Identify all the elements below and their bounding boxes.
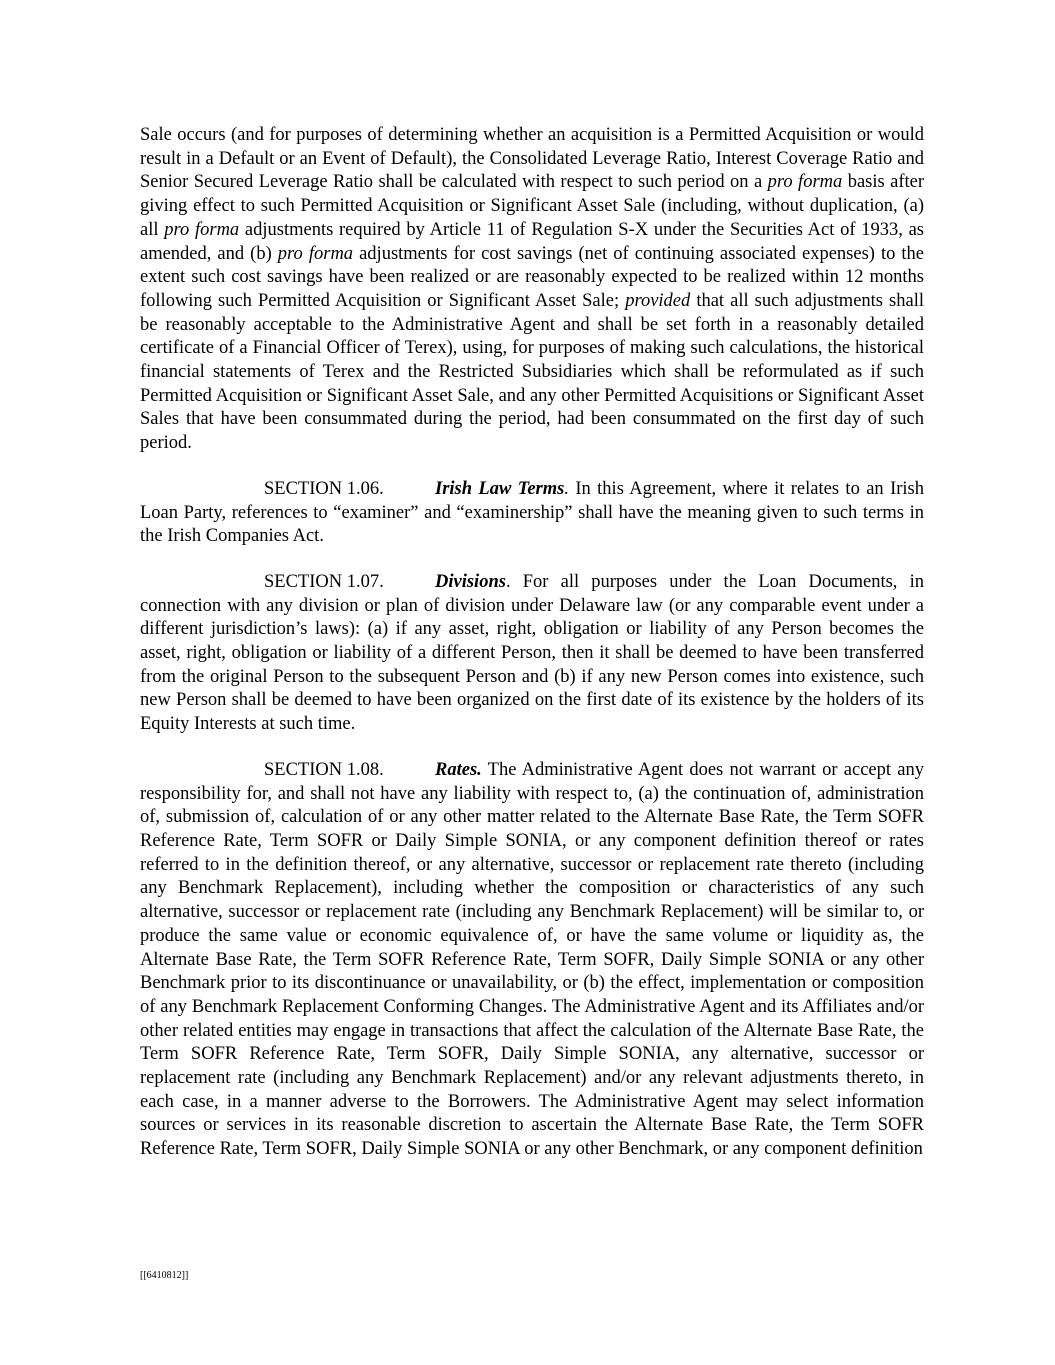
paragraph-pro-forma-calculation xyxy=(140,124,924,456)
text-run: adjustments for cost savings (net of continuing associated expenses) to the extent such cost savings have been realized or are reasonably expected to be realized within 12 months following such Permitted Acquisition or Significant Asset Sale; xyxy=(140,243,924,311)
section-number: SECTION 1.08. xyxy=(264,759,384,780)
section-body: In this Agreement, where it relates to an Irish Loan Party, references to “examiner” and “examinership” shall have the meaning given to such terms in the Irish Companies Act. xyxy=(140,478,924,547)
italic-term: pro forma xyxy=(767,172,843,193)
text-run: Sale occurs (and for purposes of determining whether an acquisition is a Permitted Acquisition or would result in a Default or an Event of Default), the Consolidated Leverage Ratio, Interest Coverage Ratio and Senior Secured Leverage Ratio shall be calculated with respect to such period on a xyxy=(140,125,924,193)
section-number: SECTION 1.07. xyxy=(264,571,384,592)
section-title: Rates. xyxy=(435,759,482,780)
italic-term: provided xyxy=(625,290,691,311)
section-title: Divisions xyxy=(435,571,506,592)
section-title: Irish Law Terms xyxy=(435,478,565,499)
text-run: adjustments required by Article 11 of Regulation S-X under the Securities Act of 1933, as amended, and (b) xyxy=(140,219,925,264)
section-1-08 xyxy=(140,759,924,1162)
section-body: . For all purposes under the Loan Documents, in connection with any division or plan of division under Delaware law (or any comparable event under a different jurisdiction’s laws): (a) if any asset, right, obligation or liability of any Person becomes the asset, right, obligation or liability of a different Person, then it shall be deemed to have been transferred from the original Person to the subsequent Person and (b) if any new Person comes into existence, such new Person shall be deemed to have been organized on the first date of its existence by the holders of its Equity Interests at such time. xyxy=(140,571,924,735)
section-number: SECTION 1.06. xyxy=(264,478,384,499)
document-page xyxy=(140,124,924,1162)
text-run: that all such adjustments shall be reasonably acceptable to the Administrative Agent and shall be set forth in a reasonably detailed certificate of a Financial Officer of Terex), using, for purposes of making such calculations, the historical financial statements of Terex and the Restricted Subsidiaries which shall be reformulated as if such Permitted Acquisition or Significant Asset Sale, and any other Permitted Acquisitions or Significant Asset Sales that have been consummated during the period, had been consummated on the first day of such period. xyxy=(140,290,924,454)
text-run: basis after giving effect to such Permitted Acquisition or Significant Asset Sale (including, without duplication, (a) all xyxy=(140,172,924,240)
italic-term: pro forma xyxy=(277,243,354,264)
italic-term: pro forma xyxy=(164,219,240,240)
section-body: The Administrative Agent does not warrant or accept any responsibility for, and shall not have any liability with respect to, (a) the continuation of, administration of, submission of, calculation of or any other matter related to the Alternate Base Rate, the Term SOFR Reference Rate, Term SOFR or Daily Simple SONIA, or any component definition thereof or rates referred to in the definition thereof, or any alternative, successor or replacement rate thereto (including any Benchmark Replacement), including whether the composition or characteristics of any such alternative, successor or replacement rate (including any Benchmark Replacement) will be similar to, or produce the same value or economic equivalence of, or have the same volume or liquidity as, the Alternate Base Rate, the Term SOFR Reference Rate, Term SOFR, Daily Simple SONIA or any other Benchmark prior to its discontinuance or unavailability, or (b) the effect, implementation or composition of any Benchmark Replacement Conforming Changes. The Administrative Agent and its Affiliates and/or other related entities may engage in transactions that affect the calculation of the Alternate Base Rate, the Term SOFR Reference Rate, Term SOFR, Daily Simple SONIA, any alternative, successor or replacement rate (including any Benchmark Replacement) and/or any relevant adjustments thereto, in each case, in a manner adverse to the Borrowers. The Administrative Agent may select information sources or services in its reasonable discretion to ascertain the Alternate Base Rate, the Term SOFR Reference Rate, Term SOFR, Daily Simple SONIA or any other Benchmark, or any component definition xyxy=(140,759,924,1160)
section-1-06 xyxy=(140,478,924,549)
section-title-punctuation: . xyxy=(564,478,569,499)
section-1-07 xyxy=(140,571,924,737)
document-id-footer: [[6410812]] xyxy=(140,1270,189,1281)
